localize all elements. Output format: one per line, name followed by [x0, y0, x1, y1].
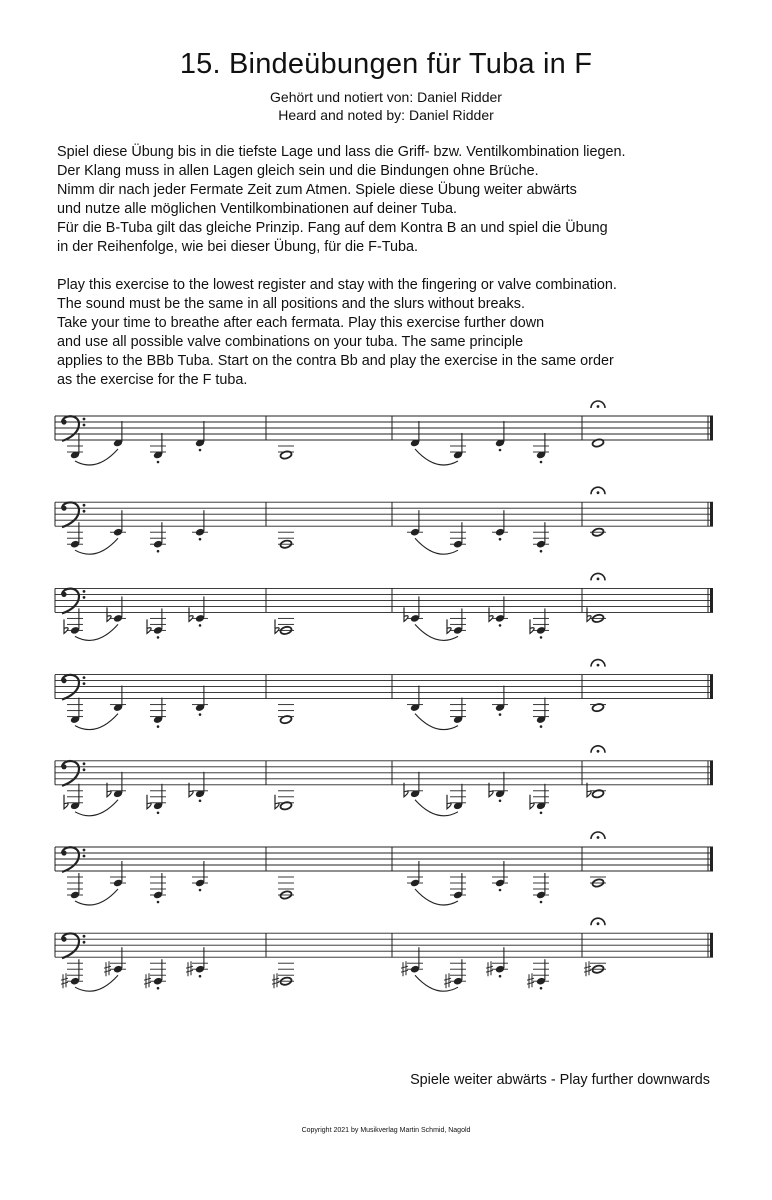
fermata-dot	[597, 405, 600, 408]
bass-clef	[61, 589, 85, 614]
sharp-sign	[486, 961, 493, 976]
flat-sign	[587, 607, 591, 621]
staccato-dot	[540, 901, 543, 904]
staccato-dot	[540, 550, 543, 553]
instruction-line: und nutze alle möglichen Ventilkombinationen auf deiner Tuba.	[57, 201, 458, 218]
instruction-line: applies to the BBb Tuba. Start on the contra Bb and play the exercise in the same order	[57, 353, 614, 370]
staccato-dot	[157, 550, 160, 553]
staccato-dot	[157, 812, 160, 815]
staccato-dot	[499, 449, 502, 452]
sharp-sign	[61, 973, 68, 988]
flat-sign	[64, 619, 68, 633]
slur	[75, 538, 118, 554]
instruction-line: Spiel diese Übung bis in die tiefste Lage und lass die Griff- bzw. Ventilkombination liegen.	[57, 144, 626, 160]
sharp-sign	[584, 961, 591, 976]
footer-note: Spiele weiter abwärts - Play further downwards	[410, 1072, 710, 1088]
staccato-dot	[199, 889, 202, 892]
bass-clef	[61, 761, 85, 786]
staccato-dot	[499, 889, 502, 892]
slur	[415, 889, 458, 905]
staccato-dot	[540, 987, 543, 990]
staccato-dot	[157, 636, 160, 639]
instruction-line: Nimm dir nach jeder Fermate Zeit zum Atmen. Spiele diese Übung weiter abwärts	[57, 182, 577, 199]
slur	[415, 975, 458, 991]
staccato-dot	[199, 538, 202, 541]
fermata-dot	[597, 836, 600, 839]
staccato-dot	[499, 713, 502, 716]
final-barline	[710, 675, 713, 699]
staccato-dot	[199, 713, 202, 716]
staccato-dot	[199, 449, 202, 452]
instruction-line: Play this exercise to the lowest register and stay with the fingering or valve combination.	[57, 277, 617, 293]
bass-clef	[61, 847, 85, 872]
slur	[75, 449, 118, 465]
fermata-dot	[597, 922, 600, 925]
slur	[75, 889, 118, 905]
instruction-line: as the exercise for the F tuba.	[57, 372, 248, 389]
staccato-dot	[157, 461, 160, 464]
sharp-sign	[527, 973, 534, 988]
slur	[75, 975, 118, 991]
instruction-line: Take your time to breathe after each fermata. Play this exercise further down	[57, 315, 545, 332]
slur	[415, 449, 458, 465]
staccato-dot	[157, 901, 160, 904]
slur	[415, 538, 458, 554]
slur	[415, 714, 458, 730]
final-barline	[710, 847, 713, 871]
staccato-dot	[540, 812, 543, 815]
sharp-sign	[104, 961, 111, 976]
fermata-dot	[597, 578, 600, 581]
final-barline	[710, 502, 713, 526]
staccato-dot	[499, 624, 502, 627]
flat-sign	[530, 619, 534, 633]
sharp-sign	[444, 973, 451, 988]
fermata-dot	[597, 491, 600, 494]
sharp-sign	[272, 973, 279, 988]
byline-english: Heard and noted by: Daniel Ridder	[278, 107, 494, 123]
slur	[75, 800, 118, 816]
final-barline	[710, 933, 713, 957]
staccato-dot	[199, 624, 202, 627]
staccato-dot	[499, 538, 502, 541]
flat-sign	[147, 619, 151, 633]
final-barline	[710, 416, 713, 440]
bass-clef	[61, 502, 85, 527]
slur	[415, 624, 458, 640]
slur	[415, 800, 458, 816]
staccato-dot	[199, 975, 202, 978]
bass-clef	[61, 933, 85, 958]
copyright-notice: Copyright 2021 by Musikverlag Martin Schmid, Nagold	[301, 1127, 471, 1134]
staccato-dot	[499, 975, 502, 978]
instruction-line: Der Klang muss in allen Lagen gleich sein und die Bindungen ohne Brüche.	[57, 163, 539, 180]
instruction-line: Für die B-Tuba gilt das gleiche Prinzip. Fang auf dem Kontra B an und spiel die Übung	[57, 220, 608, 237]
staccato-dot	[540, 725, 543, 728]
staccato-dot	[157, 725, 160, 728]
flat-sign	[107, 607, 111, 621]
bass-clef	[61, 675, 85, 700]
sharp-sign	[186, 961, 193, 976]
staccato-dot	[540, 461, 543, 464]
flat-sign	[275, 619, 279, 633]
instruction-line: and use all possible valve combinations on your tuba. The same principle	[57, 334, 524, 351]
slur	[75, 624, 118, 640]
slur	[75, 714, 118, 730]
staccato-dot	[540, 636, 543, 639]
sharp-sign	[401, 961, 408, 976]
staccato-dot	[199, 800, 202, 803]
staccato-dot	[157, 987, 160, 990]
fermata-dot	[597, 750, 600, 753]
final-barline	[710, 761, 713, 785]
page-title: 15. Bindeübungen für Tuba in F	[179, 48, 593, 80]
bass-clef	[61, 416, 85, 441]
instruction-line: The sound must be the same in all positions and the slurs without breaks.	[57, 296, 525, 313]
flat-sign	[489, 607, 493, 621]
flat-sign	[447, 619, 451, 633]
final-barline	[710, 588, 713, 612]
flat-sign	[404, 607, 408, 621]
staccato-dot	[499, 800, 502, 803]
byline-german: Gehört und notiert von: Daniel Ridder	[270, 89, 502, 105]
flat-sign	[189, 607, 193, 621]
sharp-sign	[144, 973, 151, 988]
fermata-dot	[597, 664, 600, 667]
instruction-line: in der Reihenfolge, wie bei dieser Übung, für die F-Tuba.	[57, 239, 419, 256]
